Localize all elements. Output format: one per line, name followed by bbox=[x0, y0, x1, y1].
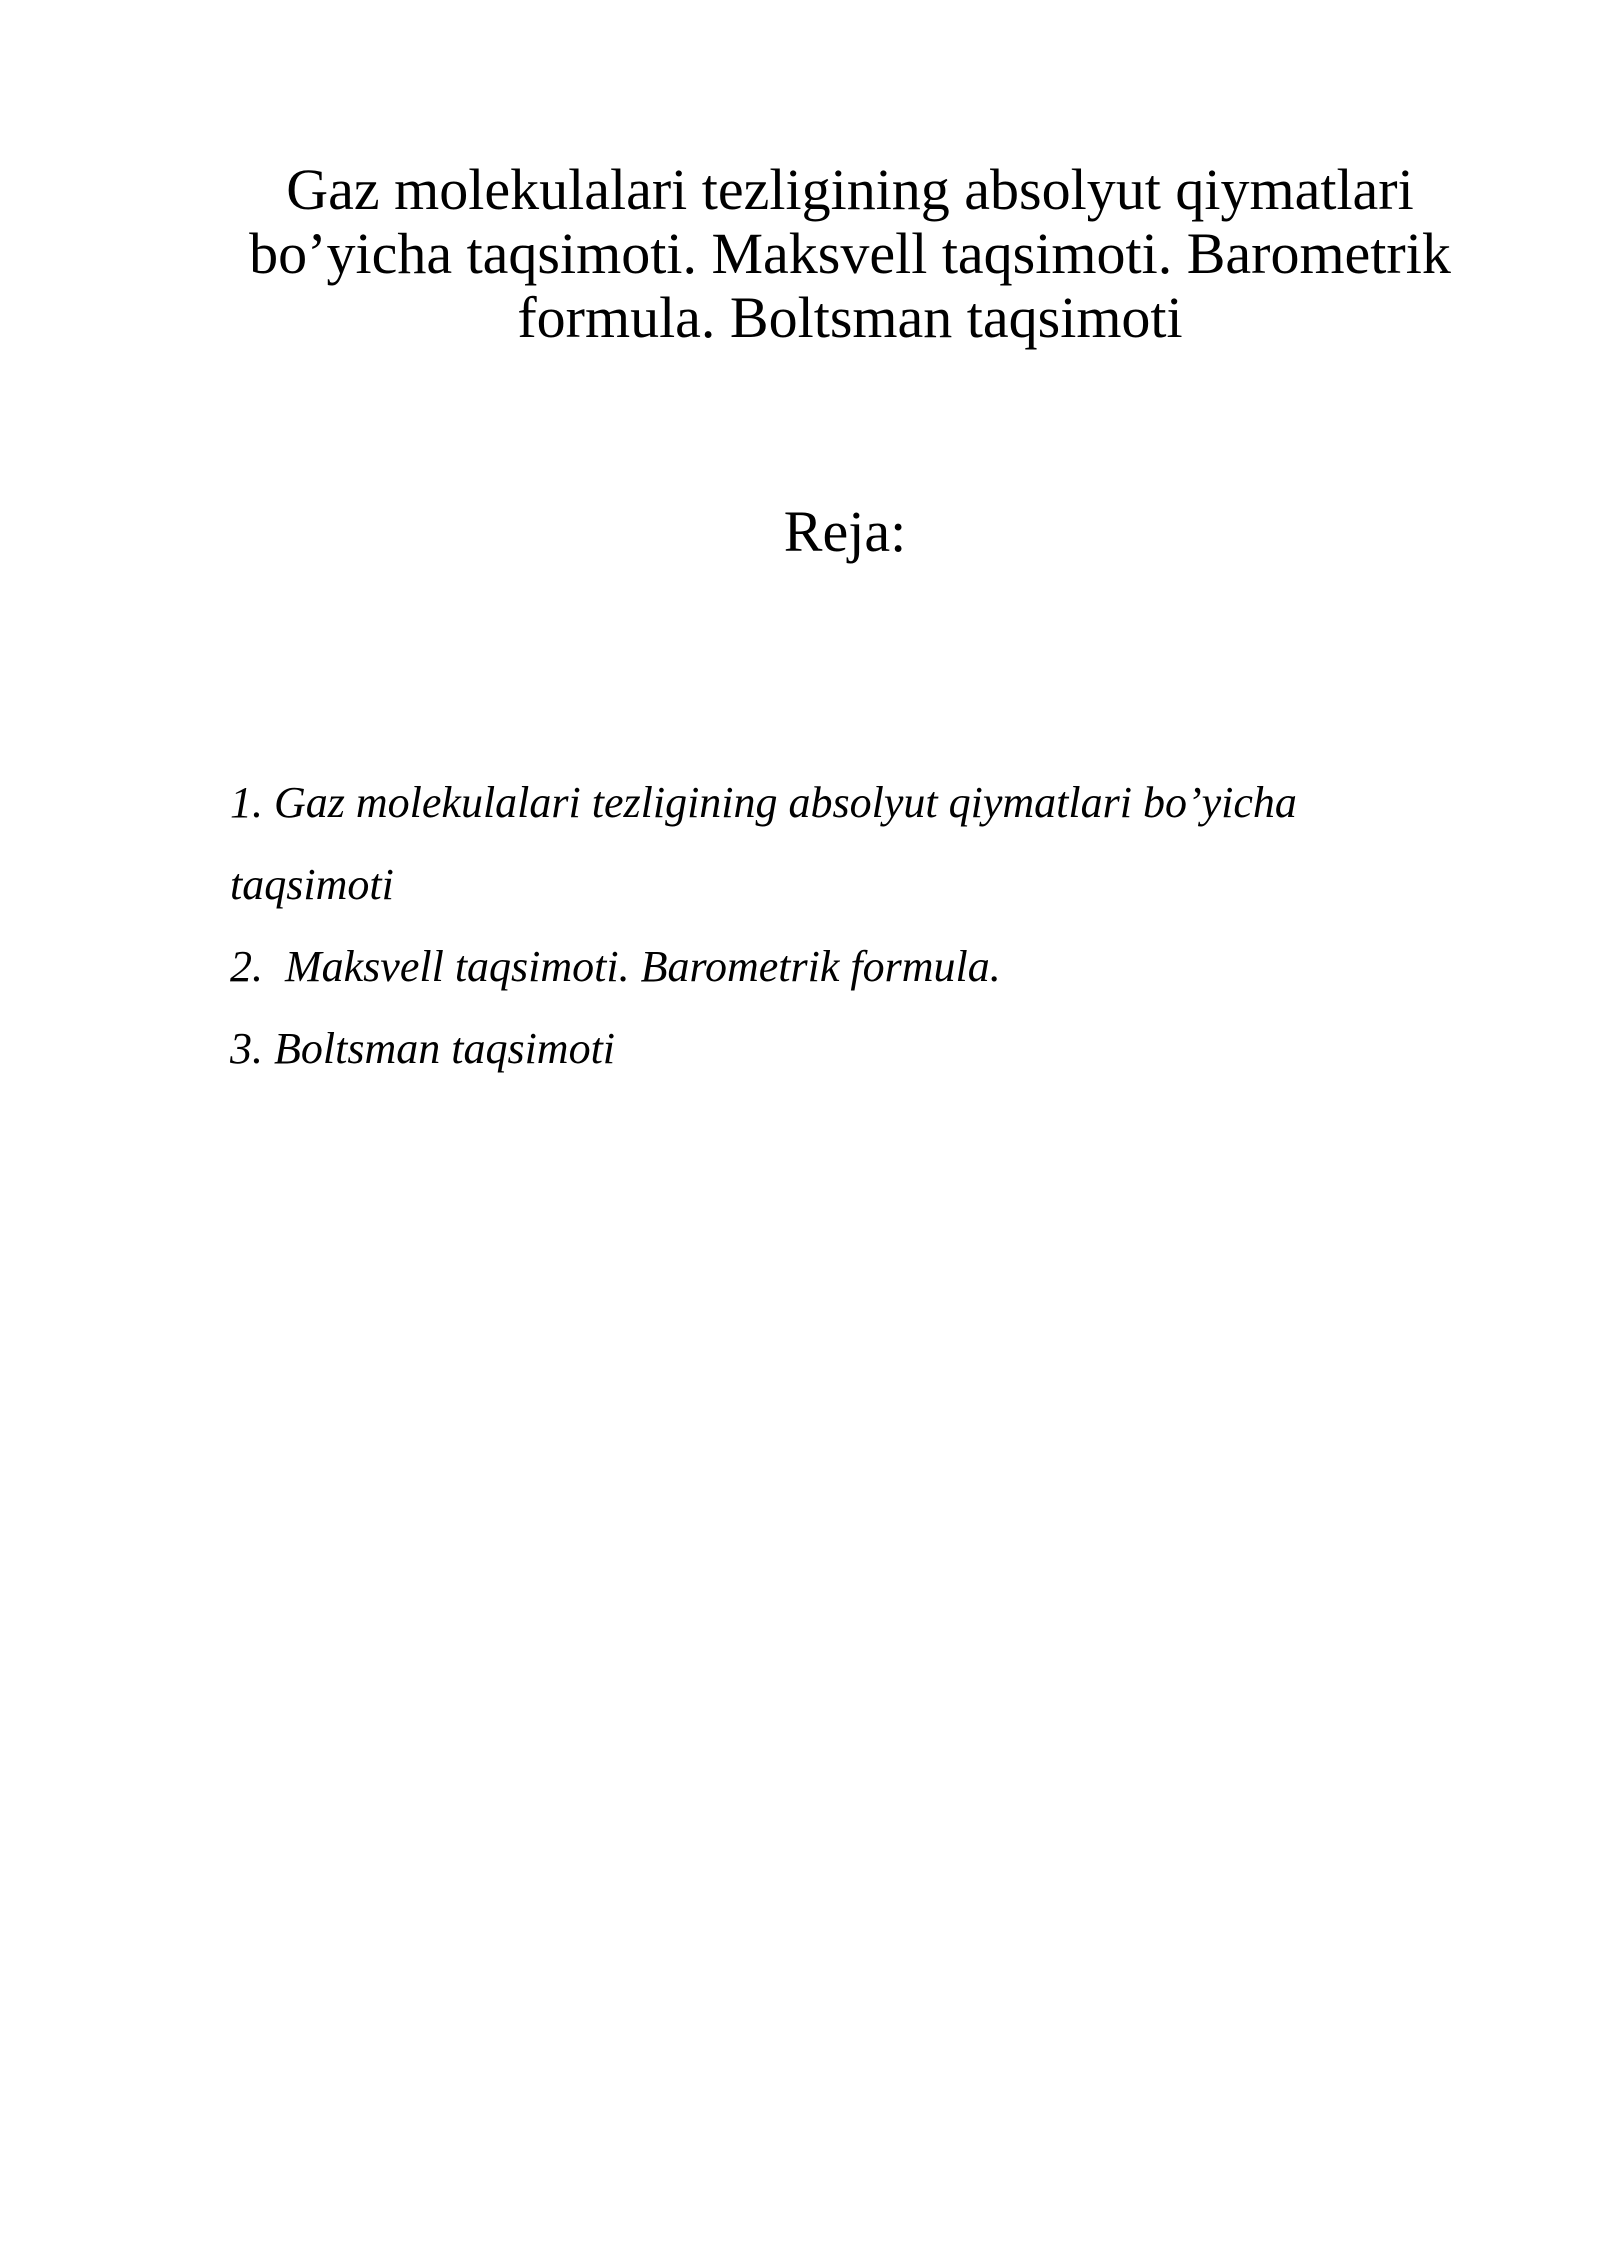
plan-heading: Reja: bbox=[783, 499, 907, 564]
title-line-3: formula. Boltsman taqsimoti bbox=[517, 285, 1183, 350]
plan-item-3: 3. Boltsman taqsimoti bbox=[230, 1024, 616, 1073]
plan-item-1: 1. Gaz molekulalari tezligining absolyut qiymatlari bo’yicha bbox=[230, 778, 1297, 827]
page-title bbox=[230, 158, 1470, 350]
plan-item-1-continued: taqsimoti bbox=[230, 860, 394, 909]
plan-item-2: 2. Maksvell taqsimoti. Barometrik formula. bbox=[230, 942, 1001, 991]
title-line-2: bo’yicha taqsimoti. Maksvell taqsimoti. Barometrik bbox=[249, 221, 1451, 286]
plan-list bbox=[230, 762, 1470, 1090]
title-line-1: Gaz molekulalari tezligining absolyut qiymatlari bbox=[286, 157, 1414, 222]
